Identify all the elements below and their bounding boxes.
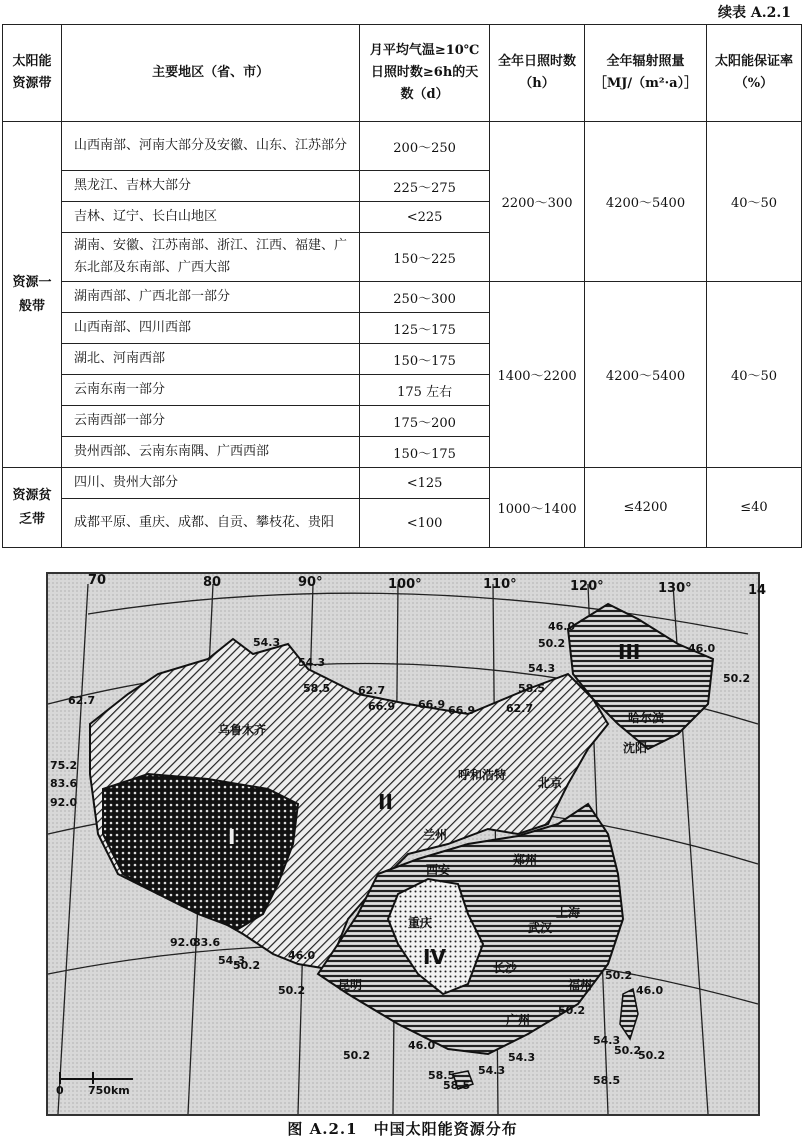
zone-label: II [378,790,393,814]
days-cell: 175～200 [360,406,490,437]
isoline-value: 50.2 [605,969,633,982]
city-label: 福州 [568,978,593,992]
isoline-value: 58.5 [593,1074,621,1087]
isoline-value: 66.9 [368,700,396,713]
region-cell: 湖南西部、广西北部一部分 [62,282,360,313]
zone-label: I [228,825,236,849]
isoline-value: 58.5 [518,682,546,695]
guarantee-cell: 40～50 [706,122,801,282]
longitude-label: 100° [388,577,422,592]
solar-resource-table [2,24,802,548]
header-band: 太阳能资源带 [3,25,62,122]
table-row [3,282,802,313]
isoline-value: 50.2 [614,1044,642,1057]
figure-caption: 图 A.2.1 中国太阳能资源分布 [287,1120,518,1138]
region-cell: 成都平原、重庆、成都、自贡、攀枝花、贵阳 [62,499,360,548]
days-cell: <225 [360,202,490,233]
days-cell: 200～250 [360,122,490,171]
longitude-label: 14 [748,583,767,598]
city-label: 上海 [556,906,581,920]
days-cell: <100 [360,499,490,548]
radiation-cell: 4200～5400 [585,282,707,468]
city-label: 广州 [506,1013,531,1027]
scale-zero-label: 0 [56,1084,64,1097]
days-cell: <125 [360,468,490,499]
isoline-value: 50.2 [558,1004,586,1017]
isoline-value: 58.5 [443,1079,471,1092]
city-label: 武汉 [528,921,553,935]
isoline-value: 83.6 [193,936,221,949]
isoline-value: 46.0 [408,1039,436,1052]
longitude-label: 120° [570,579,604,594]
days-cell: 250～300 [360,282,490,313]
region-cell: 山西南部、河南大部分及安徽、山东、江苏部分 [62,122,360,171]
isoline-value: 92.0 [50,796,78,809]
city-label: 哈尔滨 [628,711,665,725]
longitude-label: 110° [483,577,517,592]
city-label: 昆明 [338,978,363,992]
city-label: 长沙 [493,961,518,975]
isoline-value: 54.3 [478,1064,506,1077]
scale-distance-label: 750km [88,1084,130,1097]
header-guarantee: 太阳能保证率（%） [706,25,801,122]
hours-cell: 1000～1400 [490,468,585,548]
header-hours: 全年日照时数（h） [490,25,585,122]
solar-resource-map [46,572,767,1116]
guarantee-cell: 40～50 [706,282,801,468]
isoline-value: 50.2 [723,672,751,685]
isoline-value: 54.3 [593,1034,621,1047]
isoline-value: 62.7 [506,702,534,715]
city-label: 兰州 [423,828,448,842]
city-label: 呼和浩特 [458,768,507,782]
table-header-row [3,25,802,122]
header-region: 主要地区（省、市） [62,25,360,122]
isoline-value: 50.2 [638,1049,666,1062]
region-cell: 吉林、辽宁、长白山地区 [62,202,360,233]
city-label: 沈阳 [623,741,648,755]
city-label: 乌鲁木齐 [218,723,267,737]
table-row [3,468,802,499]
region-cell: 黑龙江、吉林大部分 [62,171,360,202]
band-poor: 资源贫乏带 [3,468,62,548]
table-row [3,122,802,171]
region-cell: 云南西部一部分 [62,406,360,437]
longitude-label: 130° [658,581,692,596]
isoline-value: 54.3 [298,656,326,669]
region-cell: 山西南部、四川西部 [62,313,360,344]
days-cell: 225～275 [360,171,490,202]
isoline-value: 50.2 [343,1049,371,1062]
radiation-cell: 4200～5400 [585,122,707,282]
isoline-value: 58.5 [303,682,331,695]
region-cell: 四川、贵州大部分 [62,468,360,499]
city-label: 重庆 [408,916,433,930]
days-cell: 150～175 [360,344,490,375]
header-radiation: 全年辐射照量［MJ/（m²·a）］ [585,25,707,122]
isoline-value: 54.3 [218,954,246,967]
zone-label: III [618,640,641,664]
isoline-value: 66.9 [418,698,446,711]
region-cell: 湖南、安徽、江苏南部、浙江、江西、福建、广东北部及东南部、广西大部 [62,233,360,282]
zone-label: IV [423,945,446,969]
days-cell: 125～175 [360,313,490,344]
isoline-value: 62.7 [358,684,386,697]
hours-cell: 1400～2200 [490,282,585,468]
isoline-value: 54.3 [528,662,556,675]
longitude-label: 70 [88,573,107,588]
isoline-value: 46.0 [288,949,316,962]
city-label: 西安 [426,863,451,877]
region-cell: 湖北、河南西部 [62,344,360,375]
isoline-value: 50.2 [233,959,261,972]
isoline-value: 75.2 [50,759,78,772]
china-solar-map-svg [48,573,767,1114]
isoline-value: 46.0 [548,620,576,633]
isoline-value: 92.0 [170,936,198,949]
continued-table-label: 续表 A.2.1 [718,5,791,21]
header-days: 月平均气温≥10℃日照时数≥6h的天数（d） [360,25,490,122]
hours-cell: 2200～300 [490,122,585,282]
city-label: 郑州 [513,853,538,867]
region-cell: 贵州西部、云南东南隅、广西西部 [62,437,360,468]
isoline-value: 58.5 [428,1069,456,1082]
isoline-value: 62.7 [68,694,96,707]
radiation-cell: ≤4200 [585,468,707,548]
isoline-value: 50.2 [278,984,306,997]
band-general: 资源一般带 [3,122,62,468]
isoline-value: 66.9 [448,704,476,717]
days-cell: 175 左右 [360,375,490,406]
region-cell: 云南东南一部分 [62,375,360,406]
isoline-value: 50.2 [538,637,566,650]
isoline-value: 54.3 [253,636,281,649]
longitude-label: 80 [203,575,222,590]
days-cell: 150～225 [360,233,490,282]
isoline-value: 83.6 [50,777,78,790]
isoline-value: 54.3 [508,1051,536,1064]
city-label: 北京 [538,776,563,790]
isoline-value: 46.0 [688,642,716,655]
isoline-value: 46.0 [636,984,664,997]
longitude-label: 90° [298,575,323,590]
days-cell: 150～175 [360,437,490,468]
guarantee-cell: ≤40 [706,468,801,548]
